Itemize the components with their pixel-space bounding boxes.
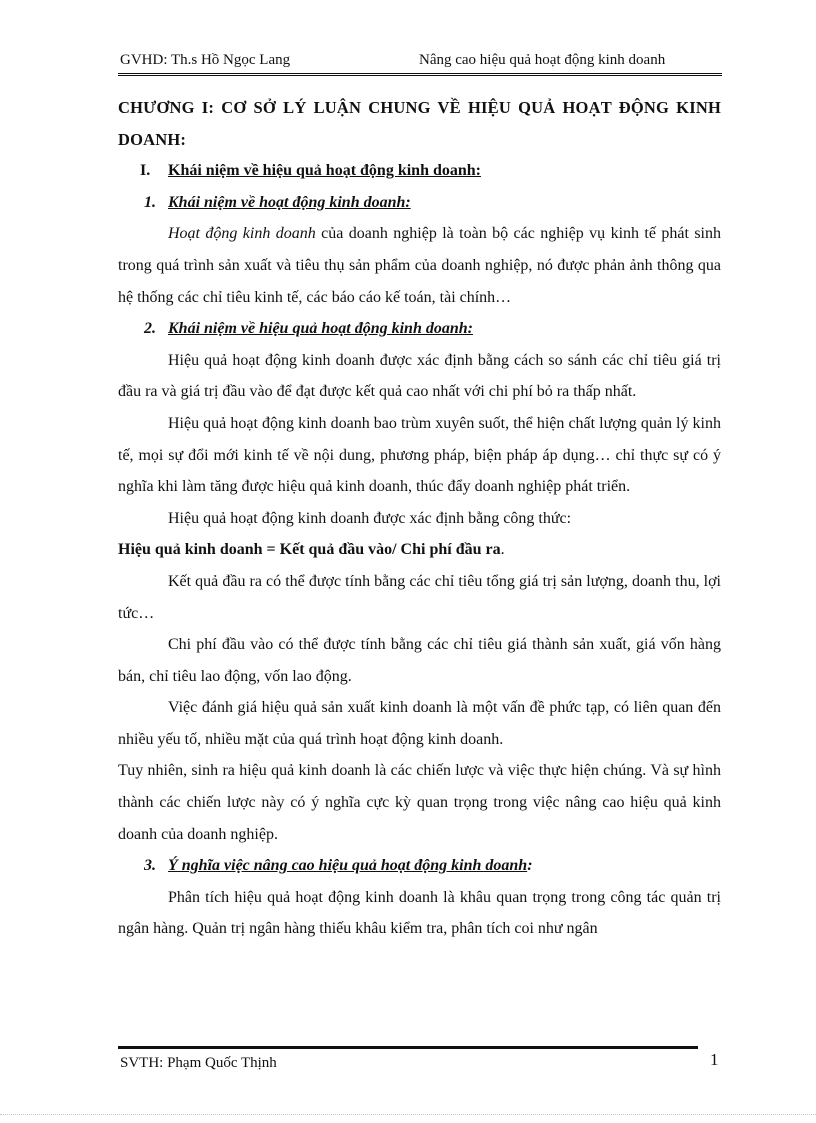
formula-line [118,534,721,566]
formula-period: . [500,541,505,559]
formula: Hiệu quả kinh doanh = Kết quả đầu vào/ Chi phí đầu ra [118,541,501,559]
paragraph [118,218,721,313]
chapter-title: CHƯƠNG I: CƠ SỞ LÝ LUẬN CHUNG VỀ HIỆU QUẢ HOẠT ĐỘNG KINH DOANH: [118,98,721,149]
emphasis-term: Hoạt động kinh doanh [168,225,316,243]
subsection-title: Khái niệm về hoạt động kinh doanh: [168,193,411,211]
section-heading-I [118,155,721,187]
subsection-title: Ý nghĩa việc nâng cao hiệu quả hoạt động kinh doanh [168,857,528,875]
section-number: I. [140,162,151,180]
header-rule [118,73,722,76]
subsection-title: Khái niệm về hiệu quả hoạt động kinh doanh: [168,320,473,338]
paragraph: Phân tích hiệu quả hoạt động kinh doanh là khâu quan trọng trong công tác quản trị ngân hàng. Quản trị ngân hàng thiếu khâu kiểm tra, phân tích coi như ngân [118,888,721,938]
subsection-number: 2. [144,320,156,338]
header-title: Nâng cao hiệu quả hoạt động kinh doanh [419,52,666,68]
footer-student: SVTH: Phạm Quốc Thịnh [120,1055,277,1071]
subsection-heading-3 [118,850,721,882]
paragraph: Hiệu quả hoạt động kinh doanh được xác định bằng công thức: [168,509,572,527]
header-advisor: GVHD: Th.s Hồ Ngọc Lang [120,52,291,68]
subsection-colon: : [527,857,533,875]
paragraph: Chi phí đầu vào có thể được tính bằng các chỉ tiêu giá thành sản xuất, giá vốn hàng bán, chỉ tiêu lao động, vốn lao động. [118,636,721,685]
page-edge-divider [0,1114,816,1115]
subsection-number: 3. [144,857,156,875]
paragraph: Tuy nhiên, sinh ra hiệu quả kinh doanh là các chiến lược và việc thực hiện chúng. Và sự hình thành các chiến lược này có ý nghĩa cực kỳ quan trọng trong việc nâng cao hiệu quả kinh doanh của doanh nghiệp. [118,762,721,843]
subsection-number: 1. [144,193,156,211]
paragraph: Hiệu quả hoạt động kinh doanh được xác định bằng cách so sánh các chỉ tiêu giá trị đầu ra và giá trị đầu vào để đạt được kết quả cao nhất với chi phí bỏ ra thấp nhất. [118,351,721,401]
subsection-heading-2 [118,313,721,345]
page-number: 1 [710,1050,719,1069]
paragraph-text: của doanh nghiệp là toàn bộ các nghiệp vụ kinh tế phát sinh trong quá trình sản xuất và tiêu thụ sản phẩm của doanh nghiệp, nó được phản ảnh thông qua hệ thống các chỉ tiêu kinh tế, các báo cáo kế toán, tài chính… [118,225,722,306]
document-body [118,92,721,945]
section-title: Khái niệm về hiệu quả hoạt động kinh doanh: [168,162,481,180]
subsection-heading-1 [118,187,721,219]
paragraph: Hiệu quả hoạt động kinh doanh bao trùm xuyên suốt, thể hiện chất lượng quản lý kinh tế, mọi sự đổi mới kinh tế về nội dung, phương pháp, biện pháp áp dụng… chỉ thực sự có ý nghĩa khi làm tăng được hiệu quả kinh doanh, thúc đẩy doanh nghiệp phát triển. [118,414,721,496]
paragraph: Việc đánh giá hiệu quả sản xuất kinh doanh là một vấn đề phức tạp, có liên quan đến nhiều yếu tố, nhiều mặt của quá trình hoạt động kinh doanh. [118,699,721,748]
paragraph: Kết quả đầu ra có thể được tính bằng các chỉ tiêu tổng giá trị sản lượng, doanh thu, lợi tức… [118,572,721,622]
footer-rule [118,1046,698,1049]
